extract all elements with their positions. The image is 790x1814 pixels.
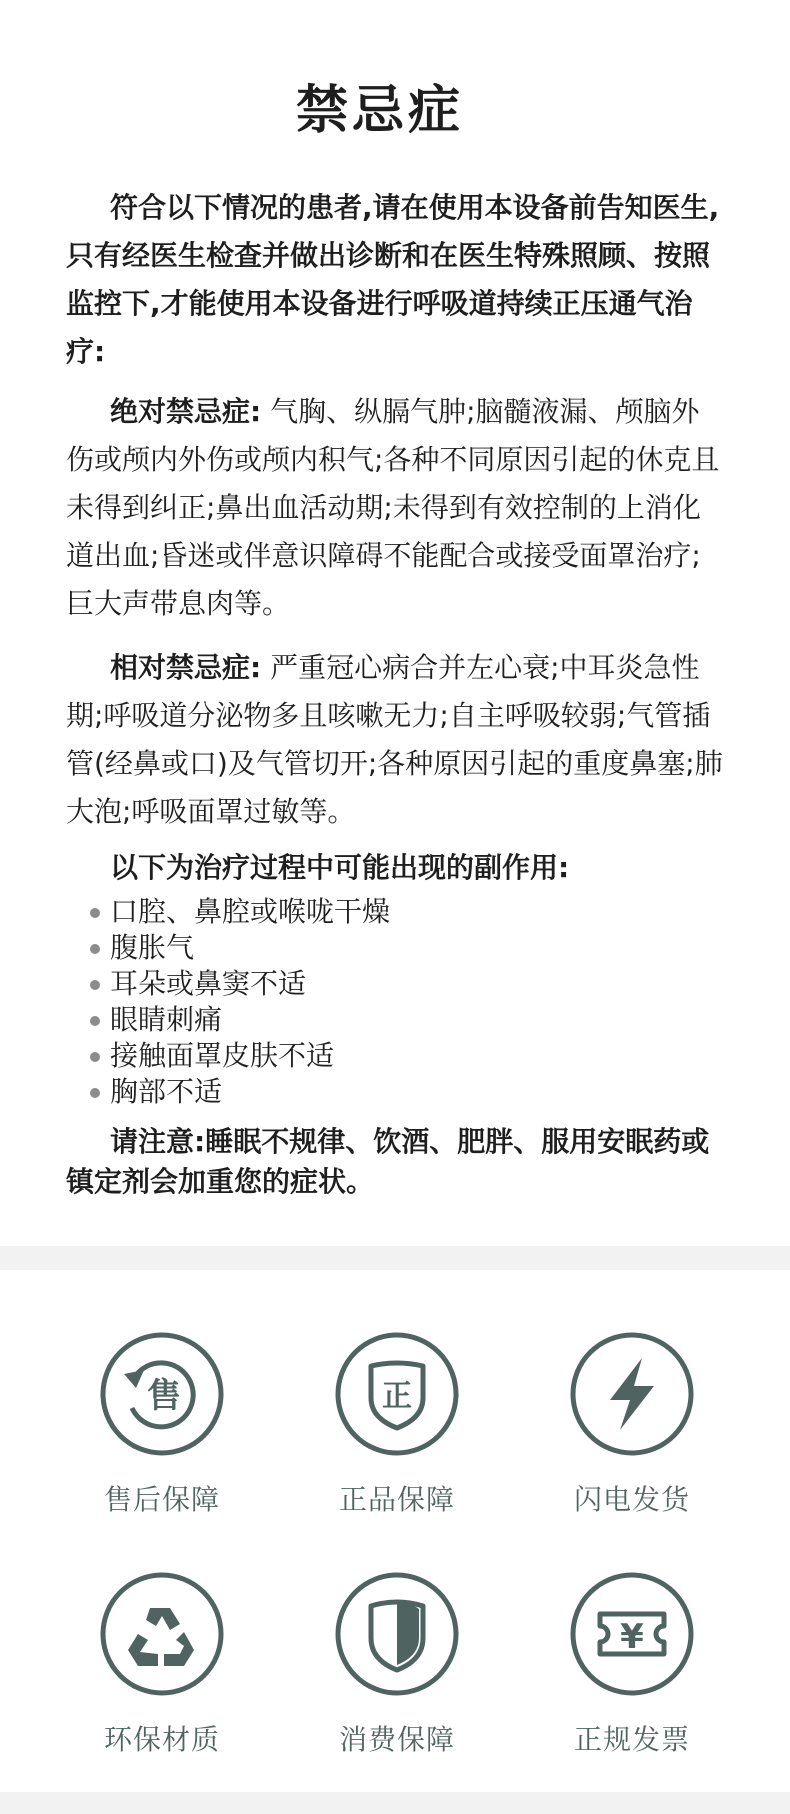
notice-paragraph: 请注意:睡眠不规律、饮酒、肥胖、服用安眠药或镇定剂会加重您的症状。 [66,1125,710,1198]
feature-genuine [297,1332,497,1532]
list-item [88,966,390,1002]
side-effect-text: 眼睛刺痛 [110,1003,223,1036]
feature-label: 正规发票 [573,1723,690,1756]
absolute-contraindications-text: 气胸、纵膈气肿;脑髓液漏、颅脑外伤或颅内外伤或颅内积气;各种不同原因引起的休克且未得到纠正;鼻出血活动期;未得到有效控制的上消化道出血;昏迷或伴意识障碍不能配合或接受面罩治疗;巨大声带息肉等。 [66,395,720,620]
feature-eco-material [62,1572,262,1772]
intro-paragraph: 符合以下情况的患者,请在使用本设备前告知医生,只有经医生检查并做出诊断和在医生特殊照顾、按照监控下,才能使用本设备进行呼吸道持续正压通气治疗: [66,191,720,368]
feature-lightning [532,1332,732,1532]
after-sales-glyph: 售 [147,1376,181,1416]
feature-consumer-protection [297,1572,497,1772]
feature-after-sales [62,1332,262,1532]
lightning-icon [570,1332,694,1456]
recycle-icon [100,1572,224,1696]
bullet-icon [90,1052,100,1062]
list-item [88,1074,390,1110]
relative-contraindications-label: 相对禁忌症: [110,651,262,684]
list-item [88,930,390,966]
side-effect-text: 腹胀气 [110,931,195,964]
invoice-ticket-icon [570,1572,694,1696]
side-effects-title: 以下为治疗过程中可能出现的副作用: [110,851,570,884]
bullet-icon [90,908,100,918]
side-effect-text: 耳朵或鼻窦不适 [110,967,307,1000]
section-divider [0,1246,790,1270]
bullet-icon [90,944,100,954]
side-effect-text: 胸部不适 [110,1075,223,1108]
list-item [88,894,390,930]
after-sales-icon [100,1332,224,1456]
page-title: 禁忌症 [295,81,464,141]
feature-invoice [532,1572,732,1772]
genuine-shield-icon [335,1332,459,1456]
bullet-icon [90,980,100,990]
relative-contraindications [66,644,726,836]
feature-label: 消费保障 [338,1723,455,1756]
side-effect-text: 口腔、鼻腔或喉咙干燥 [110,895,391,928]
side-effect-text: 接触面罩皮肤不适 [110,1039,335,1072]
side-effects-list [88,894,390,1110]
shield-icon [335,1572,459,1696]
invoice-glyph: ¥ [620,1617,644,1657]
feature-label: 闪电发货 [573,1483,690,1516]
feature-label: 环保材质 [103,1723,220,1756]
feature-label: 正品保障 [338,1483,455,1516]
absolute-contraindications [66,388,726,628]
feature-label: 售后保障 [103,1483,220,1516]
list-item [88,1038,390,1074]
bullet-icon [90,1088,100,1098]
bottom-divider [0,1792,790,1814]
relative-contraindications-text: 严重冠心病合并左心衰;中耳炎急性期;呼吸道分泌物多且咳嗽无力;自主呼吸较弱;气管插管(经鼻或口)及气管切开;各种原因引起的重度鼻塞;肺大泡;呼吸面罩过敏等。 [66,651,723,828]
bullet-icon [90,1016,100,1026]
absolute-contraindications-label: 绝对禁忌症: [110,395,262,428]
list-item [88,1002,390,1038]
genuine-glyph: 正 [382,1379,412,1414]
